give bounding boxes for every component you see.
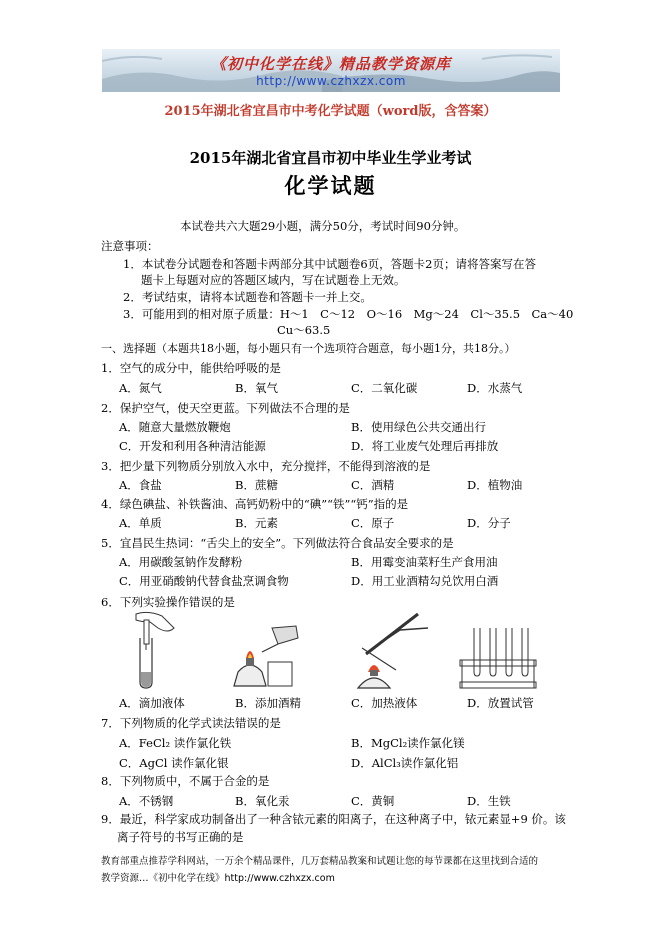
- note-2: 2．考试结束，请将本试题卷和答题卡一并上交。: [123, 290, 372, 304]
- header-banner: [102, 49, 560, 92]
- note-1-line-1: 1．本试卷分试题卷和答题卡两部分其中试题卷6页，答题卡2页；请将答案写在答: [123, 257, 536, 271]
- q1-option-c: C．二氧化碳: [351, 381, 418, 395]
- q8-option-a: A．不锈钢: [119, 794, 174, 808]
- footer-line-2[interactable]: 教学资源…《初中化学在线》http://www.czhxzx.com: [101, 873, 335, 884]
- q7-option-c: C．AgCl 读作氯化银: [119, 756, 229, 770]
- note-3-line-1: 3．可能用到的相对原子质量：H～1 C～12 O～16 Mg～24 Cl～35.5 Ca～40: [123, 307, 574, 321]
- q5-option-a: A．用碳酸氢钠作发酵粉: [119, 555, 243, 569]
- q5-option-b: B．用霉变油菜籽生产食用油: [351, 555, 498, 569]
- q3-option-c: C．酒精: [351, 478, 395, 492]
- banner-url[interactable]: http://www.czhxzx.com: [256, 74, 406, 88]
- question-2-stem: 2．保护空气，使天空更蓝。下列做法不合理的是: [101, 401, 350, 415]
- q8-option-b: B．氧化汞: [235, 794, 290, 808]
- q7-option-a: A．FeCl₂ 读作氯化铁: [119, 736, 232, 750]
- q1-option-a: A．氮气: [119, 381, 162, 395]
- q4-option-a: A．单质: [119, 516, 162, 530]
- q3-option-d: D．植物油: [467, 478, 523, 492]
- question-1-stem: 1．空气的成分中，能供给呼吸的是: [101, 361, 281, 375]
- q5-option-c: C．用亚硝酸钠代替食盐烹调食物: [119, 574, 289, 588]
- banner-title: 《初中化学在线》精品教学资源库: [210, 55, 451, 73]
- section-1-heading: 一、选择题（本题共18小题，每小题只有一个选项符合题意，每小题1分，共18分。）: [101, 342, 516, 355]
- q4-option-d: D．分子: [467, 516, 511, 530]
- notes-label: 注意事项：: [101, 239, 159, 253]
- q2-option-b: B．使用绿色公共交通出行: [351, 420, 486, 434]
- document-title: 2015年湖北省宜昌市中考化学试题（word版，含答案）: [164, 104, 497, 119]
- note-3-line-2: Cu～63.5: [277, 323, 331, 337]
- q6-option-b: B．添加酒精: [235, 696, 301, 710]
- exam-intro: 本试卷共六大题29小题，满分50分，考试时间90分钟。: [180, 219, 466, 233]
- q2-option-d: D．将工业废气处理后再排放: [351, 439, 499, 453]
- q2-option-a: A．随意大量燃放鞭炮: [119, 420, 231, 434]
- q8-option-c: C．黄铜: [351, 794, 395, 808]
- q2-option-c: C．开发和利用各种清洁能源: [119, 439, 266, 453]
- question-7-stem: 7．下列物质的化学式读法错误的是: [101, 716, 281, 730]
- question-8-stem: 8．下列物质中，不属于合金的是: [101, 774, 270, 788]
- question-4-stem: 4．绿色碘盐、补铁酱油、高钙奶粉中的“碘”“铁”“钙”指的是: [101, 497, 409, 511]
- q8-option-d: D．生铁: [467, 794, 511, 808]
- subject-title: 化学试题: [284, 173, 377, 198]
- q6-option-d: D．放置试管: [467, 696, 534, 710]
- q7-option-b: B．MgCl₂读作氯化镁: [351, 736, 465, 750]
- q4-option-c: C．原子: [351, 516, 395, 530]
- footer-line-1: 教育部重点推荐学科网站，一万余个精品课件，几万套精品教案和试题让您的每节课都在这里找到合适的: [101, 856, 539, 867]
- question-6-stem: 6．下列实验操作错误的是: [101, 595, 235, 609]
- figure-dropping-liquid: [128, 610, 188, 690]
- question-9-stem-line-1: 9．最近，科学家成功制备出了一种含铱元素的阳离子，在这种离子中，铱元素显+9 价。该: [101, 812, 566, 826]
- question-5-stem: 5．宜昌民生热词：“舌尖上的安全”。下列做法符合食品安全要求的是: [101, 536, 454, 550]
- figure-heating-liquid: [348, 608, 438, 692]
- q3-option-b: B．蔗糖: [235, 478, 278, 492]
- q3-option-a: A．食盐: [119, 478, 162, 492]
- note-1-line-2: 题卡上每题对应的答题区域内，写在试题卷上无效。: [141, 273, 406, 287]
- q1-option-d: D．水蒸气: [467, 381, 523, 395]
- q6-option-c: C．加热液体: [351, 696, 418, 710]
- q1-option-b: B．氧气: [235, 381, 278, 395]
- figure-test-tube-rack: [456, 620, 540, 690]
- q6-option-a: A．滴加液体: [119, 696, 185, 710]
- q7-option-d: D．AlCl₃读作氯化铝: [351, 756, 459, 770]
- question-9-stem-line-2: 离子符号的书写正确的是: [117, 830, 244, 844]
- q4-option-b: B．元素: [235, 516, 278, 530]
- question-3-stem: 3．把少量下列物质分别放入水中，充分搅拌，不能得到溶液的是: [101, 459, 431, 473]
- q5-option-d: D．用工业酒精勾兑饮用白酒: [351, 574, 499, 588]
- exam-title: 2015年湖北省宜昌市初中毕业生学业考试: [189, 149, 472, 167]
- figure-adding-alcohol: [232, 622, 312, 690]
